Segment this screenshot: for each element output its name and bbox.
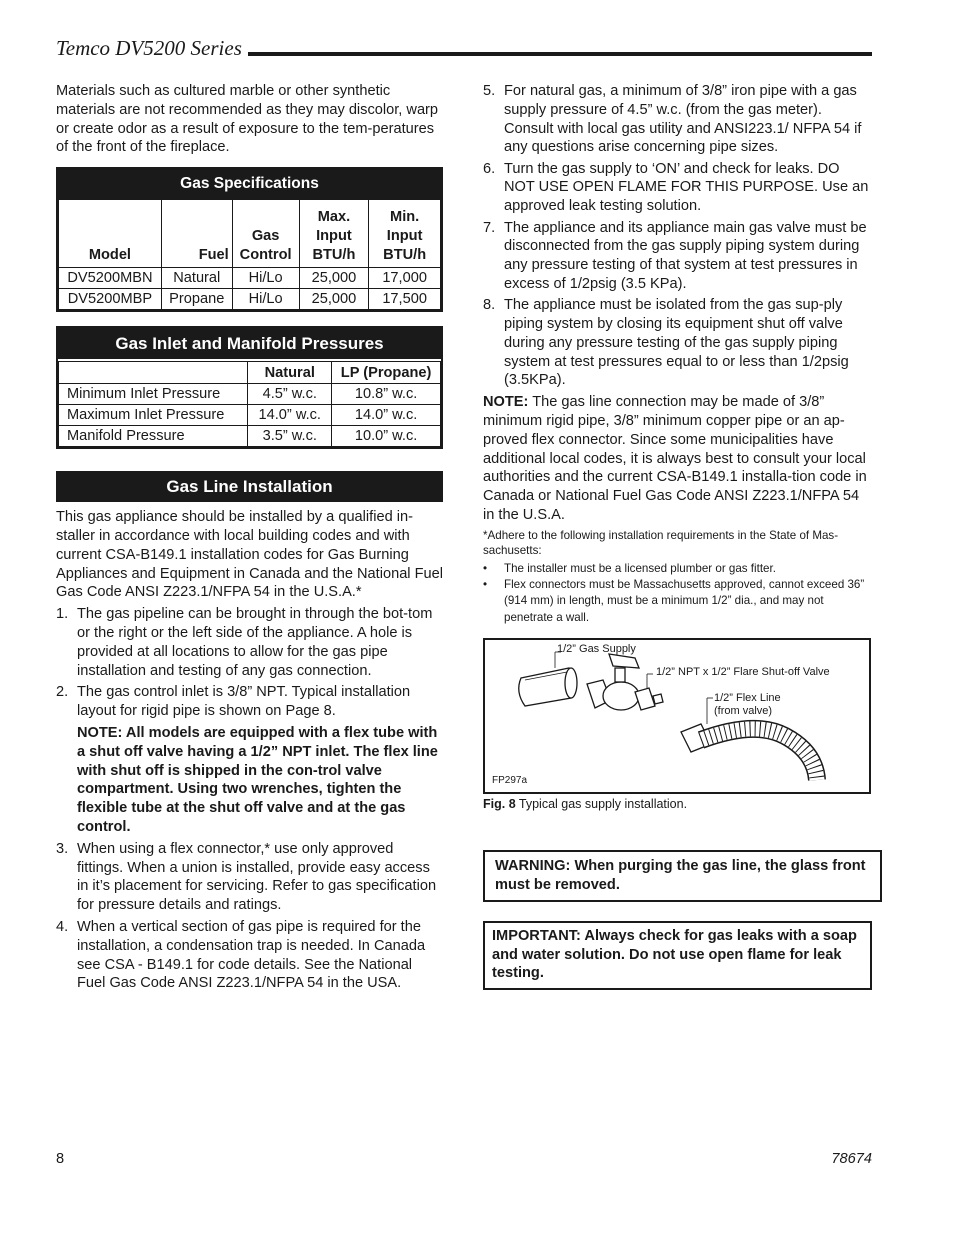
pressures-header-propane: LP (Propane) — [332, 362, 441, 384]
table-cell: Minimum Inlet Pressure — [59, 384, 248, 405]
table-cell: DV5200MBN — [59, 268, 162, 289]
left-column — [56, 82, 443, 993]
step-number: 8. — [483, 297, 496, 314]
list-item — [56, 605, 443, 680]
gas-specifications-table — [56, 167, 443, 312]
table-cell: 25,000 — [299, 268, 369, 289]
table-cell: 17,500 — [369, 289, 441, 310]
table-cell: 17,000 — [369, 268, 441, 289]
table-cell: Manifold Pressure — [59, 426, 248, 447]
step-number: 7. — [483, 219, 496, 236]
figure-caption — [483, 797, 872, 811]
valve-handle — [609, 654, 639, 668]
warning-box: WARNING: When purging the gas line, the glass front must be removed. — [483, 850, 882, 902]
page-number: 8 — [56, 1151, 65, 1167]
step-number: 6. — [483, 160, 496, 177]
figure-label-flex — [714, 692, 781, 718]
table-row — [59, 426, 441, 447]
step-number: 5. — [483, 83, 496, 99]
table-row — [59, 384, 441, 405]
step-text: When using a flex connector,* use only approved fittings. When a union is installed, provide easy access in it’s placement for servicing. Refer to gas specification for pressure details and ratings. — [77, 840, 437, 914]
note-text: The gas line connection may be made of 3/8” minimum rigid pipe, 3/8” minimum copper pipe or an ap-proved flex connector. Since some municipalities have additional local codes, it is always best to consult your local authorities and the current CSA-B149.1 installa-tion code in Canada or National Fuel Gas Code ANSI Z223.1/NFPA 54 in the U.S.A. — [483, 394, 867, 524]
table-cell: 14.0” w.c. — [248, 405, 332, 426]
table-cell: 14.0” w.c. — [332, 405, 441, 426]
gas-specifications-title: Gas Specifications — [58, 169, 441, 199]
table-cell: Hi/Lo — [232, 268, 299, 289]
figure-label-flex-from: (from valve) — [714, 705, 773, 718]
list-item — [56, 918, 443, 993]
header-title: Temco DV5200 Series — [56, 36, 242, 60]
spec-header-fuel: Fuel — [161, 200, 232, 268]
figure-label-supply: 1/2” Gas Supply — [557, 643, 636, 656]
table-cell: Propane — [161, 289, 232, 310]
spec-header-row — [59, 200, 441, 268]
pressures-table — [56, 326, 443, 449]
list-item — [56, 683, 443, 836]
figure-label-flex-line: 1/2” Flex Line — [714, 692, 781, 705]
bullet-text: The installer must be a licensed plumber or gas fitter. — [504, 561, 776, 575]
gas-supply-figure — [483, 638, 871, 794]
list-item — [483, 160, 872, 216]
valve-stem — [615, 668, 625, 682]
list-item — [483, 82, 872, 157]
spec-header-min: Min. Input BTU/h — [369, 200, 441, 268]
step-text: The appliance and its appliance main gas valve must be disconnected from the gas supply piping system during any pressure testing of that system at test pressures in excess of 1/2psig (3.5 KPa). — [504, 219, 867, 292]
spec-header-max: Max. Input BTU/h — [299, 200, 369, 268]
table-cell: DV5200MBP — [59, 289, 162, 310]
pressures-header-natural: Natural — [248, 362, 332, 384]
spec-header-control: Gas Control — [232, 200, 299, 268]
table-row — [59, 289, 441, 310]
valve-outlet-nut — [635, 688, 655, 710]
step-text: The gas pipeline can be brought in through the bot-tom or the right or the left side of the appliance. A hole is provided at all locations to allow for the gas pipe installation and testing of any gas connection. — [77, 606, 433, 679]
note-label: NOTE: — [483, 394, 529, 411]
table-cell: 10.8” w.c. — [332, 384, 441, 405]
bullet-icon: • — [483, 561, 488, 575]
bullet-text: Flex connectors must be Massachusetts approved, cannot exceed 36” (914 mm) in length, must be a minimum 1/2” dia., and may not penetrate a wall. — [504, 578, 865, 624]
flare-fitting — [653, 694, 663, 704]
list-item — [483, 561, 872, 577]
bullet-icon: • — [483, 578, 488, 592]
table-row — [59, 405, 441, 426]
list-item — [483, 296, 872, 390]
gas-supply-illustration — [485, 640, 869, 792]
spec-header-model: Model — [59, 200, 162, 268]
table-cell: Hi/Lo — [232, 289, 299, 310]
installation-steps — [56, 605, 443, 993]
pressures-header-blank — [59, 362, 248, 384]
step-number: 4. — [56, 918, 69, 935]
table-cell: Natural — [161, 268, 232, 289]
table-cell: 10.0” w.c. — [332, 426, 441, 447]
step-text: Turn the gas supply to ‘ON’ and check for leaks. DO NOT USE OPEN FLAME FOR THIS PURPOSE. Use an approved leak testing solution. — [504, 160, 869, 215]
step-text: For natural gas, a minimum of 3/8” iron pipe with a gas supply pressure of 4.5” w.c. (from the gas meter). Consult with local gas utility and ANSI223.1/ NFPA 54 if any questions arise concerning pipe sizes. — [504, 83, 862, 156]
massachusetts-intro: *Adhere to the following installation requirements in the State of Mas-sachusetts: — [483, 528, 839, 558]
step-number: 2. — [56, 684, 69, 701]
document-number: 78674 — [831, 1151, 872, 1167]
installation-intro: This gas appliance should be installed by a qualified in-staller in accordance with local building codes and with current CSA-B149.1 installation codes for Gas Burning Appliances and Equipment in Canada and the National Fuel Gas Code ANSI Z223.1/NFPA 54 in the U.S.A.* — [56, 509, 443, 601]
table-cell: 3.5” w.c. — [248, 426, 332, 447]
list-item — [483, 219, 872, 294]
installation-steps-continued — [483, 82, 872, 390]
table-cell: 4.5” w.c. — [248, 384, 332, 405]
gas-line-note — [483, 393, 872, 525]
list-item — [56, 840, 443, 915]
step-text: The gas control inlet is 3/8” NPT. Typical installation layout for rigid pipe is shown on Page 8. — [77, 684, 411, 720]
page-header — [56, 36, 872, 66]
pressures-title: Gas Inlet and Manifold Pressures — [58, 328, 441, 359]
caption-text: Typical gas supply installation. — [515, 797, 688, 812]
table-row — [59, 268, 441, 289]
figure-code: FP297a — [492, 775, 528, 787]
pressures-header-row — [59, 362, 441, 384]
table-cell: Maximum Inlet Pressure — [59, 405, 248, 426]
installation-title: Gas Line Installation — [56, 471, 443, 502]
step-text: The appliance must be isolated from the gas sup-ply piping system by closing its equipment shut off valve during any pressure testing of the gas supply piping system at test pressures equal to or less than 1/2psig (3.5KPa). — [504, 297, 849, 389]
step-number: 1. — [56, 606, 69, 623]
list-item — [483, 577, 872, 626]
table-cell: 25,000 — [299, 289, 369, 310]
step-number: 3. — [56, 840, 69, 857]
step-note: NOTE: All models are equipped with a flex tube with a shut off valve having a 1/2” NPT inlet. The flex line with shut off is shipped in the con-trol valve compartment. Using two wrenches, tighten the flexible tube at the shut off valve and at the gas control. — [77, 724, 438, 835]
important-box: IMPORTANT: Always check for gas leaks with a soap and water solution. Do not use open flame for leak testing. — [483, 921, 872, 990]
valve-body — [603, 682, 639, 710]
intro-paragraph: Materials such as cultured marble or other synthetic materials are not recommended as they may discolor, warp or create odor as a result of exposure to the tem-peratures of the front of the fireplace. — [56, 83, 439, 156]
right-column — [483, 82, 872, 990]
caption-number: Fig. 8 — [483, 797, 516, 812]
header-rule — [248, 52, 872, 56]
step-text: When a vertical section of gas pipe is required for the installation, a condensation trap is needed. In Canada see CSA - B149.1 for code details. See the National Fuel Gas Code ANSI Z223.1/NFPA 54 in the USA. — [77, 918, 426, 992]
figure-label-valve: 1/2” NPT x 1/2” Flare Shut-off Valve — [656, 666, 830, 679]
pipe-end — [565, 668, 577, 698]
massachusetts-requirements — [483, 561, 872, 626]
